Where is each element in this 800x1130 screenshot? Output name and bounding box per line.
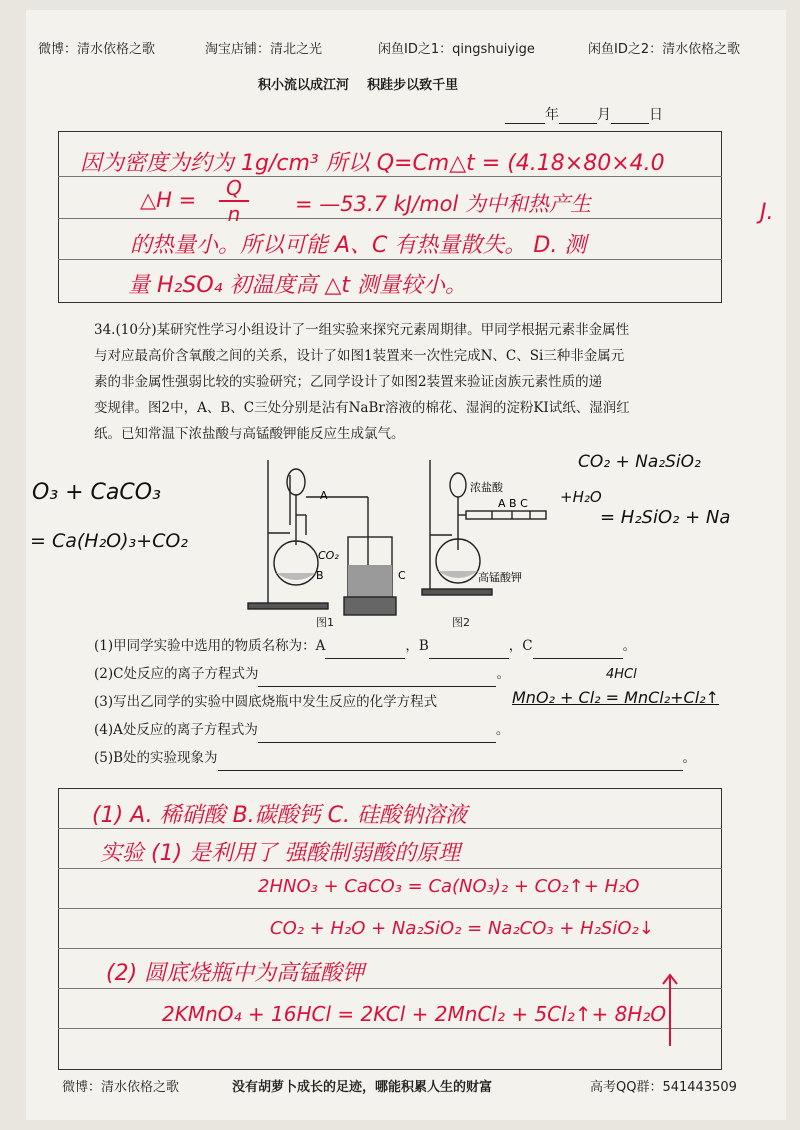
subq-4-label: (4)A处反应的离子方程式为 [94, 722, 258, 738]
hw-top-line-1: 因为密度为约为 1g/cm³ 所以 Q=Cm△t = (4.18×80×4.0 [80, 151, 665, 176]
question-line-3: 素的非金属性强弱比较的实验研究；乙同学设计了如图2装置来验证卤族元素性质的递 [94, 374, 603, 390]
footer-weibo: 微博：清水依格之歌 [62, 1080, 180, 1095]
hw-top-line-2a: △H = [140, 188, 197, 212]
hw-answer-3: 2HNO₃ + CaCO₃ = Ca(NO₃)₂ + CO₂↑+ H₂O [258, 876, 640, 897]
figure-2-caption: 图2 [452, 616, 470, 629]
fig2-label-kmno4: 高锰酸钾 [478, 571, 522, 584]
question-line-4: 变规律。图2中，A、B、C三处分别是沾有NaBr溶液的棉花、湿润的淀粉KI试纸、湿润红 [94, 400, 630, 416]
question-line-5: 纸。已知常温下浓盐酸与高锰酸钾能反应生成氯气。 [94, 426, 405, 442]
fraction-denominator: n [227, 202, 241, 226]
subq-4-end: 。 [495, 722, 510, 738]
figure-1-caption: 图1 [316, 616, 334, 629]
figure-2-apparatus [418, 455, 558, 615]
arrow-up-icon [660, 972, 680, 1048]
hw-top-line-4: 量 H₂SO₄ 初温度高 △t 测量较小。 [128, 273, 467, 298]
subq-1-prefix: (1)甲同学实验中选用的物质名称为：A [94, 638, 326, 654]
ruled-line [58, 1028, 722, 1029]
footer-slogan: 没有胡萝卜成长的足迹，哪能积累人生的财富 [232, 1080, 493, 1095]
question-intro: 34.(10分)某研究性学习小组设计了一组实验来探究元素周期律。甲同学根据元素非金属性 [94, 322, 630, 338]
hw-answer-4: CO₂ + H₂O + Na₂SiO₂ = Na₂CO₃ + H₂SiO₂↓ [270, 918, 654, 939]
fraction-numerator: Q [226, 176, 242, 200]
subq-2 [94, 661, 510, 687]
hw-top-fraction [222, 176, 246, 226]
margin-note-left-1: O₃ + CaCO₃ [32, 480, 161, 505]
hw-answer-5: (2) 圆底烧瓶中为高锰酸钾 [106, 961, 365, 986]
subq-5-end: 。 [682, 750, 697, 766]
subq-1-end: 。 [622, 638, 637, 654]
hw-answer-2: 实验 (1) 是利用了 强酸制弱酸的原理 [100, 841, 461, 866]
fig1-label-c: C [398, 569, 406, 582]
header-taobao: 淘宝店铺：清北之光 [205, 42, 323, 57]
margin-note-right-1: CO₂ + Na₂SiO₂ [578, 452, 701, 472]
note-4hcl: 4HCl [606, 667, 637, 682]
hw-top-line-3: 的热量小。所以可能 A、C 有热量散失。 D. 测 [130, 233, 587, 258]
subq-4 [94, 717, 509, 743]
hw-top-line-1b: J. [760, 200, 774, 225]
fig1-label-a: A [320, 489, 328, 502]
question-line-2: 与对应最高价含氧酸之间的关系，设计了如图1装置来一次性完成N、C、Si三种非金属元 [94, 348, 625, 364]
subq-1-c: ，C [508, 638, 533, 654]
subq-3 [94, 689, 437, 715]
ruled-line [58, 908, 722, 909]
header-motto: 积小流以成江河 积跬步以致千里 [258, 78, 459, 93]
subq-1 [94, 633, 636, 659]
date-day: 日 [649, 107, 663, 123]
subq-2-end: 。 [496, 666, 510, 682]
subq-3-answer: MnO₂ + Cl₂ = MnCl₂+Cl₂↑ [512, 688, 719, 707]
subq-5 [94, 745, 696, 771]
fig1-note-co2: CO₂ [318, 549, 339, 562]
hw-answer-6: 2KMnO₄ + 16HCl = 2KCl + 2MnCl₂ + 5Cl₂↑+ 8H₂O [162, 1002, 667, 1026]
date-year: 年 [545, 107, 559, 123]
date-month: 月 [597, 107, 611, 123]
header-xianyu-2: 闲鱼ID之2：清水依格之歌 [588, 42, 741, 57]
margin-note-right-3: = H₂SiO₂ + Na [600, 507, 731, 528]
header-weibo: 微博：清水依格之歌 [38, 42, 156, 57]
ruled-line [58, 948, 722, 949]
subq-2-label: (2)C处反应的离子方程式为 [94, 666, 259, 682]
margin-note-right-2: +H₂O [560, 488, 602, 506]
ruled-line [58, 218, 722, 219]
figure-1-apparatus [238, 455, 418, 625]
footer-qq: 高考QQ群：541443509 [590, 1080, 737, 1095]
date-line [505, 104, 663, 124]
subq-3-label: (3)写出乙同学的实验中圆底烧瓶中发生反应的化学方程式 [94, 694, 438, 710]
fig2-label-acid: 浓盐酸 [470, 481, 503, 494]
hw-answer-1: (1) A. 稀硝酸 B.碳酸钙 C. 硅酸钠溶液 [92, 803, 468, 828]
fig1-label-b: B [316, 569, 324, 582]
header-xianyu-1: 闲鱼ID之1：qingshuiyige [378, 42, 535, 57]
subq-1-b: ，B [405, 638, 429, 654]
ruled-line [58, 259, 722, 260]
subq-5-label: (5)B处的实验现象为 [94, 750, 218, 766]
fig2-label-abc: A B C [498, 497, 528, 510]
margin-note-left-2: = Ca(H₂O)₃+CO₂ [30, 530, 188, 552]
hw-top-line-2b: = —53.7 kJ/mol 为中和热产生 [295, 192, 591, 216]
ruled-line [58, 868, 722, 869]
ruled-line [58, 988, 722, 989]
